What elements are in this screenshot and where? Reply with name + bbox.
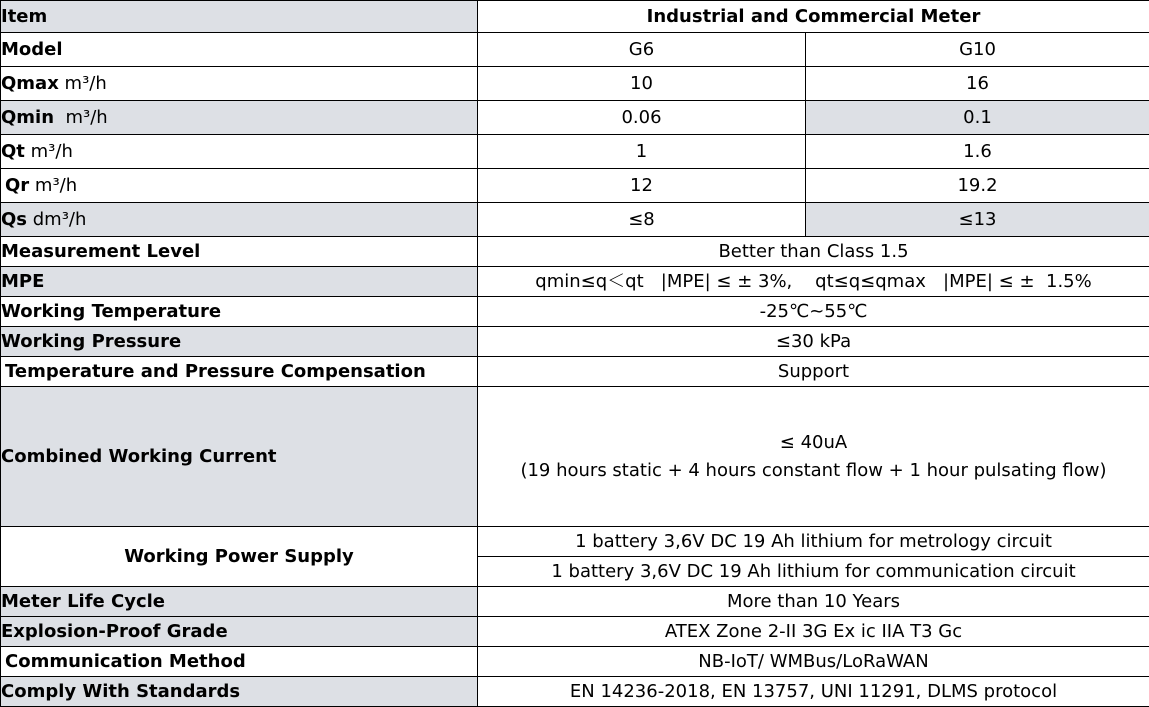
life-cycle-value: More than 10 Years — [478, 587, 1149, 617]
qmin-name: Qmin — [1, 107, 54, 128]
standards-label: Comply With Standards — [1, 677, 478, 707]
table-row — [1, 203, 1149, 237]
mpe-value: qmin≤q＜qt |MPE| ≤ ± 3%, qt≤q≤qmax |MPE| ≤ ± 1.5% — [478, 267, 1149, 297]
table-row — [1, 587, 1149, 617]
table-row — [1, 297, 1149, 327]
table-row — [1, 647, 1149, 677]
current-value — [478, 387, 1149, 527]
communication-value: NB-IoT/ WMBus/LoRaWAN — [478, 647, 1149, 677]
table-row — [1, 101, 1149, 135]
qr-unit: m³/h — [29, 175, 77, 196]
current-value-line2: (19 hours static + 4 hours constant flow + 1 hour pulsating flow) — [478, 462, 1149, 480]
qmin-g6: 0.06 — [478, 101, 806, 135]
table-row — [1, 617, 1149, 647]
measurement-level-label: Measurement Level — [1, 237, 478, 267]
qt-g10: 1.6 — [806, 135, 1149, 169]
table-row — [1, 387, 1149, 527]
power-label: Working Power Supply — [1, 527, 478, 587]
power-value-line2: 1 battery 3,6V DC 19 Ah lithium for communication circuit — [478, 557, 1149, 587]
table-row — [1, 1, 1149, 33]
qs-g6: ≤8 — [478, 203, 806, 237]
explosion-label: Explosion-Proof Grade — [1, 617, 478, 647]
power-value-line1: 1 battery 3,6V DC 19 Ah lithium for metrology circuit — [478, 527, 1149, 557]
qmax-name: Qmax — [1, 73, 59, 94]
qs-label — [1, 203, 478, 237]
model-g6: G6 — [478, 33, 806, 67]
qt-unit: m³/h — [25, 141, 73, 162]
product-header: Industrial and Commercial Meter — [478, 1, 1149, 33]
qmax-g6: 10 — [478, 67, 806, 101]
table-row — [1, 327, 1149, 357]
qmin-g10: 0.1 — [806, 101, 1149, 135]
working-temperature-label: Working Temperature — [1, 297, 478, 327]
working-pressure-label: Working Pressure — [1, 327, 478, 357]
qr-label — [1, 169, 478, 203]
explosion-value: ATEX Zone 2-II 3G Ex ic IIA T3 Gc — [478, 617, 1149, 647]
table-row — [1, 169, 1149, 203]
item-header: Item — [1, 1, 478, 33]
qs-unit: dm³/h — [27, 209, 86, 230]
mpe-label: MPE — [1, 267, 478, 297]
table-row — [1, 135, 1149, 169]
current-value-line1: ≤ 40uA — [478, 434, 1149, 452]
table-row — [1, 677, 1149, 707]
communication-label: Communication Method — [1, 647, 478, 677]
qmin-unit: m³/h — [54, 107, 108, 128]
table-row — [1, 67, 1149, 101]
model-label: Model — [1, 33, 478, 67]
measurement-level-value: Better than Class 1.5 — [478, 237, 1149, 267]
qs-g10: ≤13 — [806, 203, 1149, 237]
qt-label — [1, 135, 478, 169]
qt-g6: 1 — [478, 135, 806, 169]
qmax-g10: 16 — [806, 67, 1149, 101]
qmax-unit: m³/h — [59, 73, 107, 94]
qr-name: Qr — [5, 175, 29, 196]
qmin-label — [1, 101, 478, 135]
table-row — [1, 33, 1149, 67]
qt-name: Qt — [1, 141, 25, 162]
qr-g10: 19.2 — [806, 169, 1149, 203]
qmax-label — [1, 67, 478, 101]
working-pressure-value: ≤30 kPa — [478, 327, 1149, 357]
compensation-label: Temperature and Pressure Compensation — [1, 357, 478, 387]
model-g10: G10 — [806, 33, 1149, 67]
standards-value: EN 14236-2018, EN 13757, UNI 11291, DLMS protocol — [478, 677, 1149, 707]
table-row — [1, 357, 1149, 387]
life-cycle-label: Meter Life Cycle — [1, 587, 478, 617]
qs-name: Qs — [1, 209, 27, 230]
compensation-value: Support — [478, 357, 1149, 387]
table-row — [1, 527, 1149, 557]
qr-g6: 12 — [478, 169, 806, 203]
table-row — [1, 267, 1149, 297]
working-temperature-value: -25℃~55℃ — [478, 297, 1149, 327]
table-row — [1, 237, 1149, 267]
current-label: Combined Working Current — [1, 387, 478, 527]
